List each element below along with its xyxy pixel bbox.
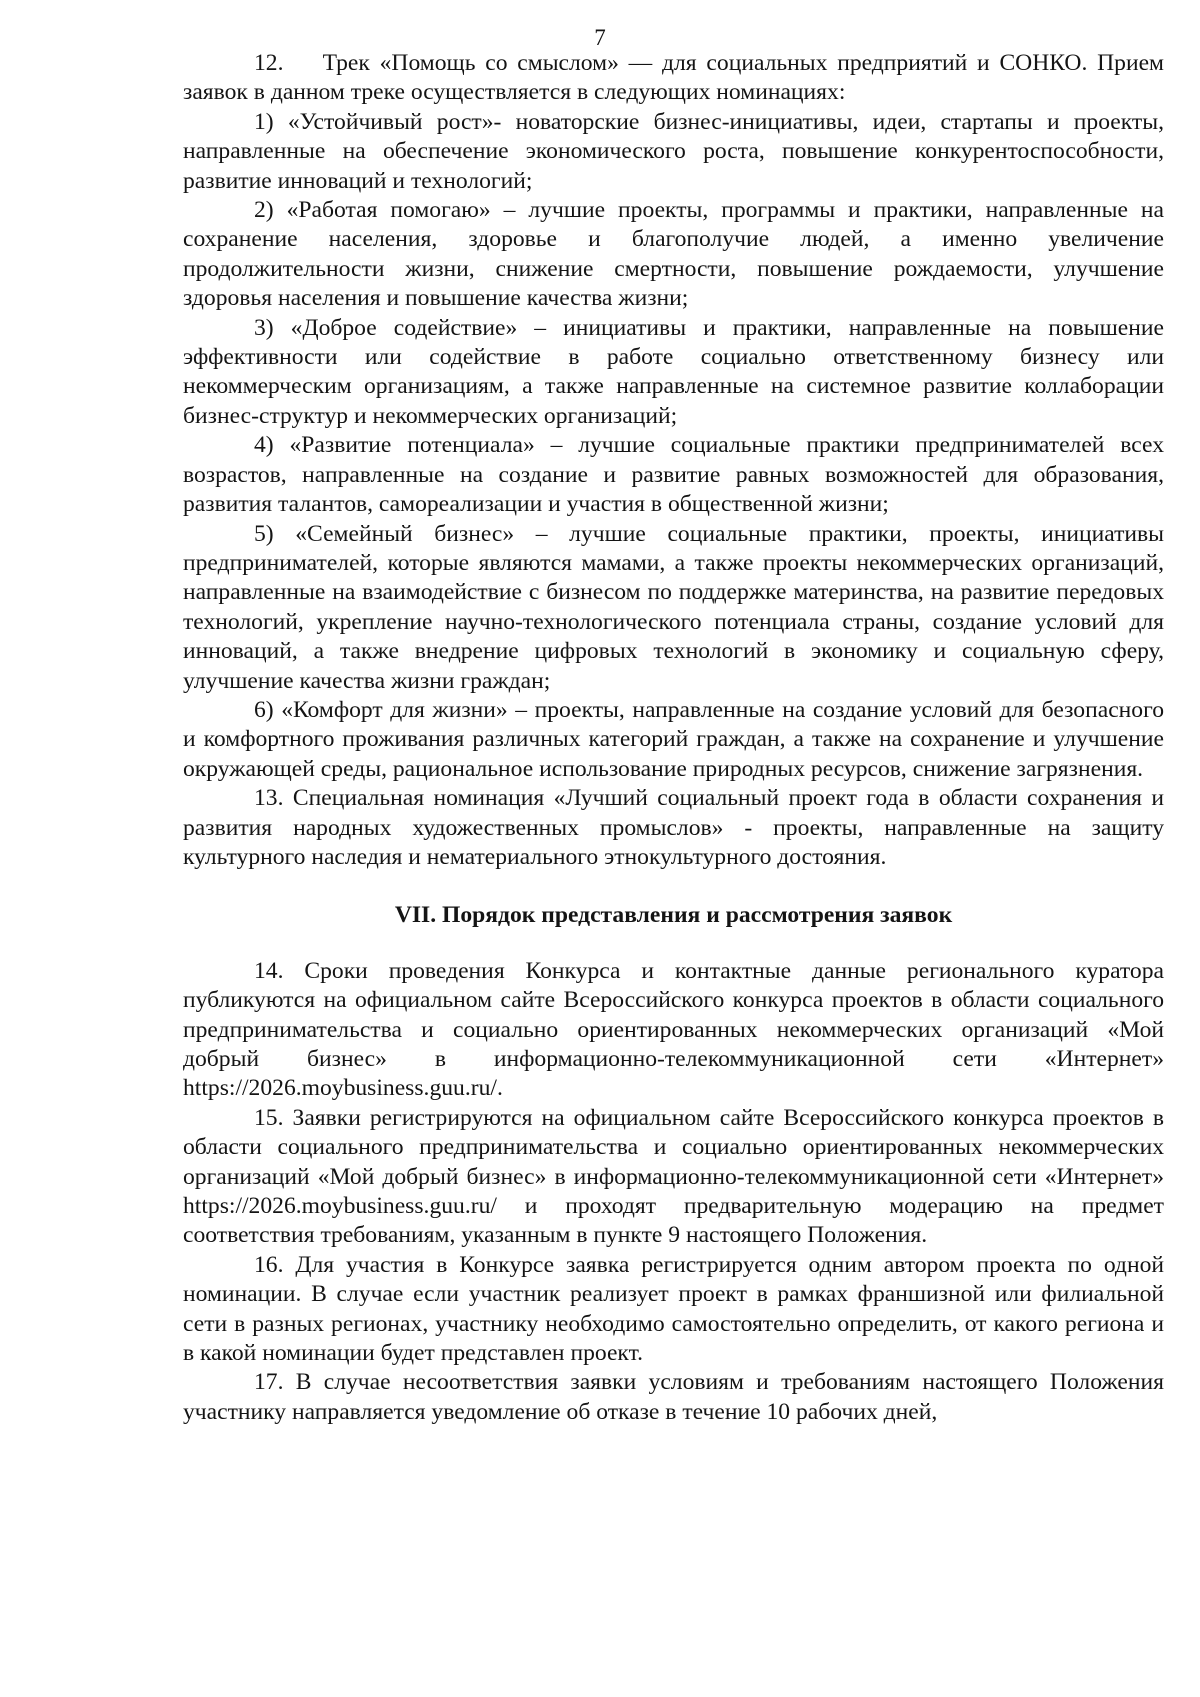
nomination-6: 6) «Комфорт для жизни» – проекты, направленные на создание условий для безопасного и комфортного проживания различных категорий граждан, а также на сохранение и улучшение окружающей среды, рациональное использование природных ресурсов, снижение загрязнения. (183, 696, 1164, 782)
nomination-5: 5) «Семейный бизнес» – лучшие социальные практики, проекты, инициативы предпринимателей, которые являются мамами, а также проекты некоммерческих организаций, направленные на взаимодействие с бизнесом по поддержке материнства, на развитие передовых технологий, укрепление научно-технологического потенциала страны, создание условий для инноваций, а также внедрение цифровых технологий в экономику и социальную сферу, улучшение качества жизни граждан; (183, 520, 1164, 694)
nomination-1: 1) «Устойчивый рост»- новаторские бизнес-инициативы, идеи, стартапы и проекты, направленные на обеспечение экономического роста, повышение конкурентоспособности, развитие инноваций и технологий; (183, 108, 1164, 194)
paragraph-13: 13. Специальная номинация «Лучший социальный проект года в области сохранения и развития народных художественных промыслов» - проекты, направленные на защиту культурного наследия и нематериального этнокультурного достояния. (183, 785, 1164, 870)
paragraph-15: 15. Заявки регистрируются на официальном сайте Всероссийского конкурса проектов в области социального предпринимательства и социально ориентированных некоммерческих организаций «Мой добрый бизнес» в информационно-телекоммуникационной сети «Интернет» https://2026.moybusiness.guu.ru/ и проходят предварительную модерацию на предмет соответствия требованиям, указанным в пункте 9 настоящего Положения. (183, 1104, 1164, 1249)
nomination-3: 3) «Доброе содействие» – инициативы и практики, направленные на повышение эффективности или содействие в работе социально ответственному бизнесу или некоммерческим организациям, а также направленные на системное развитие коллаборации бизнес-структур и некоммерческих организаций; (183, 314, 1164, 429)
paragraph-16: 16. Для участия в Конкурсе заявка регистрируется одним автором проекта по одной номинации. В случае если участник реализует проект в рамках франшизной или филиальной сети в разных регионах, участнику необходимо самостоятельно определить, от какого региона и в какой номинации будет представлен проект. (183, 1251, 1164, 1367)
paragraph-12: 12. Трек «Помощь со смыслом» — для социальных предприятий и СОНКО. Прием заявок в данном треке осуществляется в следующих номинациях: (183, 50, 1164, 106)
nomination-2: 2) «Работая помогаю» – лучшие проекты, программы и практики, направленные на сохранение населения, здоровье и благополучие людей, а именно увеличение продолжительности жизни, снижение смертности, повышение рождаемости, улучшение здоровья населения и повышение качества жизни; (183, 197, 1164, 312)
nomination-4: 4) «Развитие потенциала» – лучшие социальные практики предпринимателей всех возрастов, направленные на создание и развитие равных возможностей для образования, развития талантов, самореализации и участия в общественной жизни; (183, 432, 1164, 518)
page-number: 7 (594, 25, 606, 50)
document-body (183, 49, 1164, 1427)
section-heading: VII. Порядок представления и рассмотрения заявок (394, 902, 953, 929)
paragraph-17: 17. В случае несоответствия заявки условиям и требованиям настоящего Положения участнику направляется уведомление об отказе в течение 10 рабочих дней, (183, 1369, 1164, 1425)
paragraph-14: 14. Сроки проведения Конкурса и контактные данные регионального куратора публикуются на официальном сайте Всероссийского конкурса проектов в области социального предпринимательства и социально ориентированных некоммерческих организаций «Мой добрый бизнес» в информационно-телекоммуникационной сети «Интернет» https://2026.moybusiness.guu.ru/. (183, 957, 1164, 1102)
